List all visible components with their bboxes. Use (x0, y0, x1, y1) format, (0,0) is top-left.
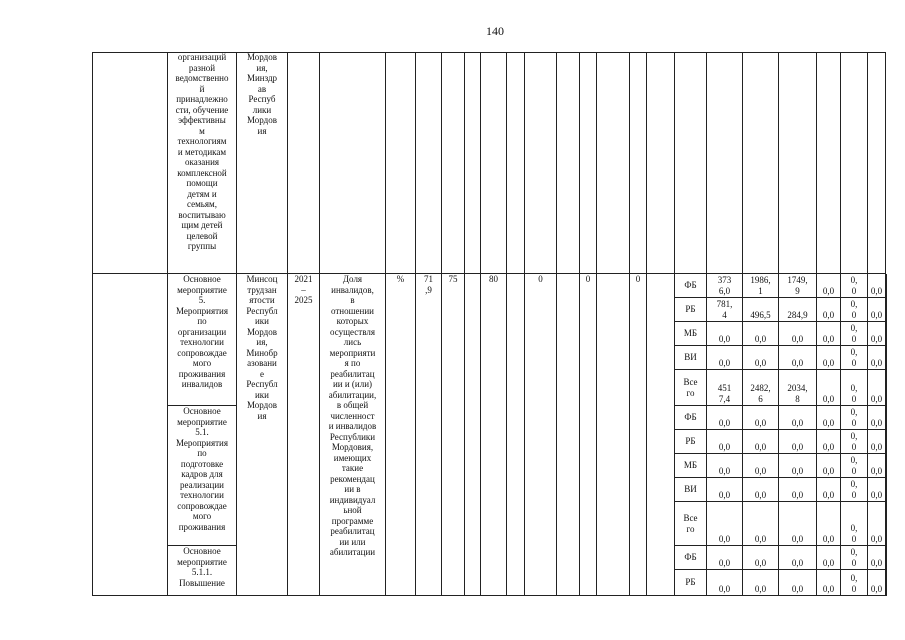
top-empty-cell (647, 52, 675, 274)
top-empty-cell (707, 52, 743, 274)
top-empty-cell (743, 52, 779, 274)
finance-year-cell: 0,0 (779, 322, 817, 346)
finance-source-cell: ФБ (675, 406, 707, 430)
period-cell: 2021 – 2025 (288, 274, 320, 596)
finance-year-cell: 0, 0 (841, 570, 868, 596)
finance-empty-cell (886, 322, 887, 346)
top-empty-cell (465, 52, 481, 274)
finance-year-cell: 0, 0 (841, 546, 868, 570)
finance-source-cell: МБ (675, 322, 707, 346)
top-empty-cell (442, 52, 465, 274)
finance-year-cell: 0,0 (817, 370, 841, 406)
finance-empty-cell (886, 430, 887, 454)
finance-year-cell: 0,0 (868, 430, 886, 454)
finance-year-cell: 0,0 (779, 406, 817, 430)
event-5-cell: Основное мероприятие 5. Мероприятия по организации технологии сопровождае мого проживания инвалидов (168, 274, 237, 406)
finance-empty-cell (886, 406, 887, 430)
top-empty-cell (416, 52, 442, 274)
indicator-value-cell (507, 274, 525, 596)
finance-year-cell: 0, 0 (841, 502, 868, 546)
program-table (92, 52, 886, 596)
finance-total-cell: 781, 4 (707, 298, 743, 322)
finance-empty-cell (886, 298, 887, 322)
finance-year-cell: 0,0 (779, 570, 817, 596)
finance-year-cell: 0, 0 (841, 346, 868, 370)
finance-year-cell: 0,0 (779, 502, 817, 546)
finance-empty-cell (886, 478, 887, 502)
empty-number-cell (92, 52, 168, 274)
finance-year-cell: 0,0 (868, 570, 886, 596)
finance-source-cell: МБ (675, 454, 707, 478)
finance-year-cell: 0,0 (743, 322, 779, 346)
finance-empty-cell (886, 370, 887, 406)
finance-year-cell: 0,0 (743, 478, 779, 502)
finance-year-cell: 0,0 (817, 502, 841, 546)
indicator-value-cell (557, 274, 580, 596)
finance-year-cell: 0, 0 (841, 370, 868, 406)
finance-total-cell: 0,0 (707, 322, 743, 346)
top-empty-cell (841, 52, 868, 274)
finance-year-cell: 0, 0 (841, 478, 868, 502)
finance-year-cell: 0,0 (743, 546, 779, 570)
top-empty-cell (320, 52, 386, 274)
finance-total-cell: 0,0 (707, 546, 743, 570)
finance-year-cell: 0,0 (868, 298, 886, 322)
finance-year-cell: 0,0 (817, 322, 841, 346)
page-number: 140 (486, 24, 504, 38)
finance-year-cell: 2482, 6 (743, 370, 779, 406)
finance-empty-cell (886, 274, 887, 298)
finance-empty-cell (886, 502, 887, 546)
finance-year-cell: 0,0 (817, 274, 841, 298)
finance-year-cell: 0,0 (743, 570, 779, 596)
top-description-cell: организаций разной ведомственно й принадлежно сти, обучение эффективны м технологиям и методикам оказания комплексной помощи детям и семьям, воспитываю щим детей целевой группы (168, 52, 237, 274)
event-5-1-cell: Основное мероприятие 5.1. Мероприятия по подготовке кадров для реализации технологии сопровождае мого проживания (168, 406, 237, 546)
finance-year-cell: 0, 0 (841, 298, 868, 322)
finance-year-cell: 0,0 (779, 430, 817, 454)
event-5-1-1-cell: Основное мероприятие 5.1.1. Повышение (168, 546, 237, 596)
finance-year-cell: 0,0 (779, 454, 817, 478)
finance-year-cell: 0,0 (817, 430, 841, 454)
finance-source-cell: ВИ (675, 478, 707, 502)
finance-source-cell: ФБ (675, 546, 707, 570)
finance-empty-cell (886, 346, 887, 370)
unit-cell: % (386, 274, 416, 596)
finance-year-cell: 2034, 8 (779, 370, 817, 406)
finance-year-cell: 0,0 (817, 546, 841, 570)
indicator-value-cell: 71 ,9 (416, 274, 442, 596)
finance-total-cell: 0,0 (707, 346, 743, 370)
finance-year-cell: 0,0 (868, 546, 886, 570)
finance-year-cell: 0,0 (868, 478, 886, 502)
finance-year-cell: 0,0 (779, 546, 817, 570)
indicator-value-cell: 0 (580, 274, 597, 596)
executor-cell: Минсоц трудзан ятости Республ ики Мордов ия, Минобр азовани е Республ ики Мордов ия (237, 274, 288, 596)
finance-total-cell: 0,0 (707, 478, 743, 502)
top-empty-cell (779, 52, 817, 274)
finance-year-cell: 0,0 (817, 478, 841, 502)
finance-source-cell: РБ (675, 430, 707, 454)
finance-year-cell: 496,5 (743, 298, 779, 322)
finance-year-cell: 0,0 (817, 298, 841, 322)
indicator-value-cell (597, 274, 630, 596)
finance-year-cell: 0, 0 (841, 322, 868, 346)
indicator-cell: Доля инвалидов, в отношении которых осуществля лись мероприяти я по реабилитац ии и (или) абилитации, в общей численност и инвалидов Республики Мордовия, имеющих такие рекомендац ии в индивидуал ьной программе реабилитац ии или абилитации (320, 274, 386, 596)
finance-year-cell: 0,0 (868, 322, 886, 346)
finance-source-cell: Все го (675, 502, 707, 546)
finance-year-cell: 0,0 (817, 406, 841, 430)
indicator-value-cell (465, 274, 481, 596)
finance-year-cell: 0, 0 (841, 430, 868, 454)
finance-total-cell: 0,0 (707, 502, 743, 546)
finance-year-cell: 0,0 (743, 346, 779, 370)
finance-year-cell: 0,0 (817, 454, 841, 478)
finance-source-cell: РБ (675, 570, 707, 596)
finance-year-cell: 0,0 (868, 502, 886, 546)
indicator-value-cell: 0 (630, 274, 647, 596)
finance-year-cell: 0,0 (817, 346, 841, 370)
top-empty-cell (597, 52, 630, 274)
finance-year-cell: 0, 0 (841, 454, 868, 478)
finance-empty-cell (886, 546, 887, 570)
finance-year-cell: 0,0 (743, 406, 779, 430)
top-empty-cell (386, 52, 416, 274)
finance-year-cell: 0,0 (868, 346, 886, 370)
top-empty-cell (868, 52, 886, 274)
finance-total-cell: 373 6,0 (707, 274, 743, 298)
top-empty-cell (557, 52, 580, 274)
finance-year-cell: 0,0 (868, 370, 886, 406)
finance-source-cell: ФБ (675, 274, 707, 298)
top-empty-cell (481, 52, 507, 274)
indicator-value-cell: 0 (525, 274, 557, 596)
finance-year-cell: 1749, 9 (779, 274, 817, 298)
finance-year-cell: 0,0 (868, 454, 886, 478)
finance-total-cell: 451 7,4 (707, 370, 743, 406)
finance-source-cell: ВИ (675, 346, 707, 370)
finance-year-cell: 0,0 (743, 430, 779, 454)
top-empty-cell (580, 52, 597, 274)
finance-year-cell: 1986, 1 (743, 274, 779, 298)
top-executor-cell: Мордов ия, Минздр ав Респуб лики Мордов ия (237, 52, 288, 274)
finance-source-cell: РБ (675, 298, 707, 322)
finance-year-cell: 0,0 (868, 406, 886, 430)
top-empty-cell (507, 52, 525, 274)
top-empty-cell (630, 52, 647, 274)
top-empty-cell (675, 52, 707, 274)
finance-year-cell: 0,0 (817, 570, 841, 596)
finance-empty-cell (886, 570, 887, 596)
finance-total-cell: 0,0 (707, 406, 743, 430)
finance-source-cell: Все го (675, 370, 707, 406)
finance-year-cell: 0, 0 (841, 406, 868, 430)
finance-year-cell: 0,0 (779, 346, 817, 370)
finance-total-cell: 0,0 (707, 454, 743, 478)
top-empty-cell (288, 52, 320, 274)
finance-year-cell: 284,9 (779, 298, 817, 322)
finance-year-cell: 0,0 (743, 502, 779, 546)
indicator-value-cell (647, 274, 675, 596)
finance-total-cell: 0,0 (707, 570, 743, 596)
finance-year-cell: 0,0 (868, 274, 886, 298)
top-empty-cell (525, 52, 557, 274)
indicator-value-cell: 80 (481, 274, 507, 596)
finance-year-cell: 0,0 (779, 478, 817, 502)
indicator-value-cell: 75 (442, 274, 465, 596)
top-empty-cell (817, 52, 841, 274)
finance-total-cell: 0,0 (707, 430, 743, 454)
empty-number-cell (92, 274, 168, 596)
finance-year-cell: 0, 0 (841, 274, 868, 298)
finance-empty-cell (886, 454, 887, 478)
finance-year-cell: 0,0 (743, 454, 779, 478)
